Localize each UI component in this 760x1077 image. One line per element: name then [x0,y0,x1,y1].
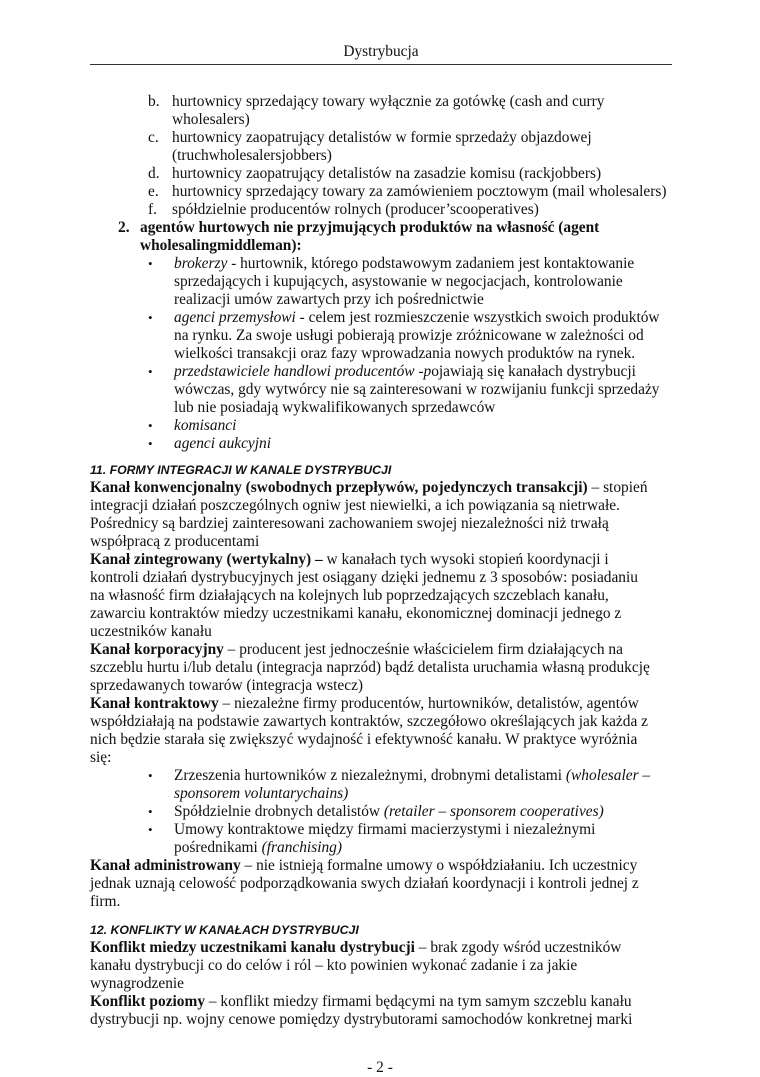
bullet-icon: • [148,256,153,271]
list-item-text: hurtownicy zaopatrujący detalistów na zasadzie komisu (rackjobbers) [172,165,602,182]
list-item-note: (wholesaler – sponsorem voluntarychains) [174,767,651,802]
list-item-text: Umowy kontraktowe między firmami macierzystymi i niezależnymi pośrednikami [174,821,596,856]
list-item [148,93,668,129]
list-item [148,363,660,417]
bullet-icon: • [148,436,153,451]
term: Kanał kontraktowy [90,695,219,712]
term: Konflikt miedzy uczestnikami kanału dystrybucji [90,939,415,956]
list-item [90,821,652,857]
header-rule [90,64,672,65]
paragraph [90,641,652,695]
list-item [148,255,660,309]
term: Kanał korporacyjny [90,641,224,658]
list-item [148,435,660,453]
term: komisanci [174,417,237,434]
term: Kanał zintegrowany (wertykalny) – [90,551,323,568]
list-item [148,183,668,201]
definition: – nie istnieją formalne umowy o współdziałaniu. Ich uczestnicy jednak uznają celowość podporządkowania swych działań koordynacji i kontroli jednej z firm. [90,857,639,910]
term: agenci aukcyjni [174,435,272,452]
list-item-text: Zrzeszenia hurtowników z niezależnymi, drobnymi detalistami [174,767,566,784]
bullet-list [90,767,652,857]
definition: – brak zgody wśród uczestników kanału dystrybucji co do celów i ról – kto powinien wykonać zadanie i za jakie wynagrodzenie [90,939,622,992]
section-heading-12: 12. KONFLIKTY W KANAŁACH DYSTRYBUCJI [90,923,359,937]
paragraph [90,857,652,911]
list-item [148,309,660,363]
term: Konflikt poziomy [90,993,206,1010]
section-heading-11: 11. FORMY INTEGRACJI W KANALE DYSTRYBUCJI [90,463,392,477]
page-body [0,93,760,1029]
bullet-icon: • [148,804,153,819]
paragraph [90,551,652,641]
definition: ojawiają się kanałach dystrybucji wówczas, gdy wytwórcy nie są zainteresowani w rozwijaniu funkcji sprzedaży lub nie posiadają wykwalifikowanych sprzedawców [174,363,660,416]
list-item [148,201,668,219]
list-marker: b. [148,93,160,110]
running-header: Dystrybucja [343,43,419,60]
list-item-note: (franchising) [261,839,342,856]
list-item-text: spółdzielnie producentów rolnych (producer’scooperatives) [172,201,539,218]
definition: - celem jest rozmieszczenie wszystkich swoich produktów na rynku. Za swoje usługi pobierają prowizje zróżnicowane w zależności od wielkości transakcji oraz fazy wprowadzania nowych produktów na rynek. [174,309,660,362]
definition: – niezależne firmy producentów, hurtowników, detalistów, agentów współdziałają na podstawie zawartych kontraktów, szczegółowo określających jak każda z nich będzie starała się zwiększyć wydajność i efektywność kanału. W praktyce wyróżnia się: [90,695,648,766]
list-item-note: (retailer – sponsorem cooperatives) [383,803,604,820]
list-item-text: hurtownicy sprzedający towary wyłącznie za gotówkę (cash and curry wholesalers) [172,93,605,128]
list-item [148,165,668,183]
list-marker: d. [148,165,160,182]
bullet-icon: • [148,310,153,325]
paragraph [90,479,652,551]
list-item-text: Spółdzielnie drobnych detalistów [174,803,384,820]
list-item-text: hurtownicy sprzedający towary za zamówieniem pocztowym (mail wholesalers) [172,183,667,200]
paragraph [90,939,652,993]
list-item-text: hurtownicy zaopatrujący detalistów w formie sprzedaży objazdowej (truchwholesalersjobbers) [172,129,592,164]
definition: – konflikt miedzy firmami będącymi na tym samym szczeblu kanału dystrybucji np. wojny cenowe pomiędzy dystrybutorami samochodów konkretnej marki [90,993,633,1028]
term: agenci przemysłowi [174,309,296,326]
agent-bullet-list [148,255,660,453]
list-marker: 2. [118,219,130,236]
page-number: - 2 - [367,1059,393,1076]
alpha-list [148,93,668,219]
bullet-icon: • [148,822,153,837]
list-item [90,803,652,821]
paragraph [90,695,652,767]
paragraph [90,993,652,1029]
list-item [148,417,660,435]
list-item [90,767,652,803]
list-marker: c. [148,129,159,146]
term: Kanał administrowany [90,857,241,874]
bullet-icon: • [148,768,153,783]
bullet-icon: • [148,364,153,379]
term: przedstawiciele handlowi producentów -p [174,363,432,380]
section-12-body [90,939,652,1029]
list-marker: e. [148,183,159,200]
term: Kanał konwencjonalny (swobodnych przepływów, pojedynczych transakcji) [90,479,588,496]
bullet-icon: • [148,418,153,433]
definition: - hurtownik, którego podstawowym zadaniem jest kontaktowanie sprzedających i kupujących, asystowanie w negocjacjach, kontrolowanie realizacji umów zawartych przy ich pośrednictwie [174,255,635,308]
list-marker: f. [148,201,157,218]
definition: – producent jest jednocześnie właścicielem firm działających na szczeblu hurtu i/lub detalu (integracja naprzód) bądź detalista uruchamia własną produkcję sprzedawanych towarów (integracja wstecz) [90,641,650,694]
numbered-item [118,219,658,255]
section-11-body [90,479,652,911]
numbered-item-text: agentów hurtowych nie przyjmujących produktów na własność (agent wholesalingmiddleman): [140,219,600,254]
definition: w kanałach tych wysoki stopień koordynacji i kontroli działań dystrybucyjnych jest osiągany dzięki jednemu z 3 sposobów: posiadaniu na własność firm działających na kolejnych lub poprzedzających szczeblach kanału, zawarciu kontraktów miedzy uczestnikami kanału, ekonomicznej dominacji jednego z uczestników kanału [90,551,638,640]
list-item [148,129,668,165]
definition: – stopień integracji działań poszczególnych ogniw jest niewielki, a ich powiązania są nietrwałe. Pośrednicy są bardziej zainteresowani zachowaniem swojej niezależności niż trwałą współpracą z producentami [90,479,648,550]
term: brokerzy [174,255,228,272]
